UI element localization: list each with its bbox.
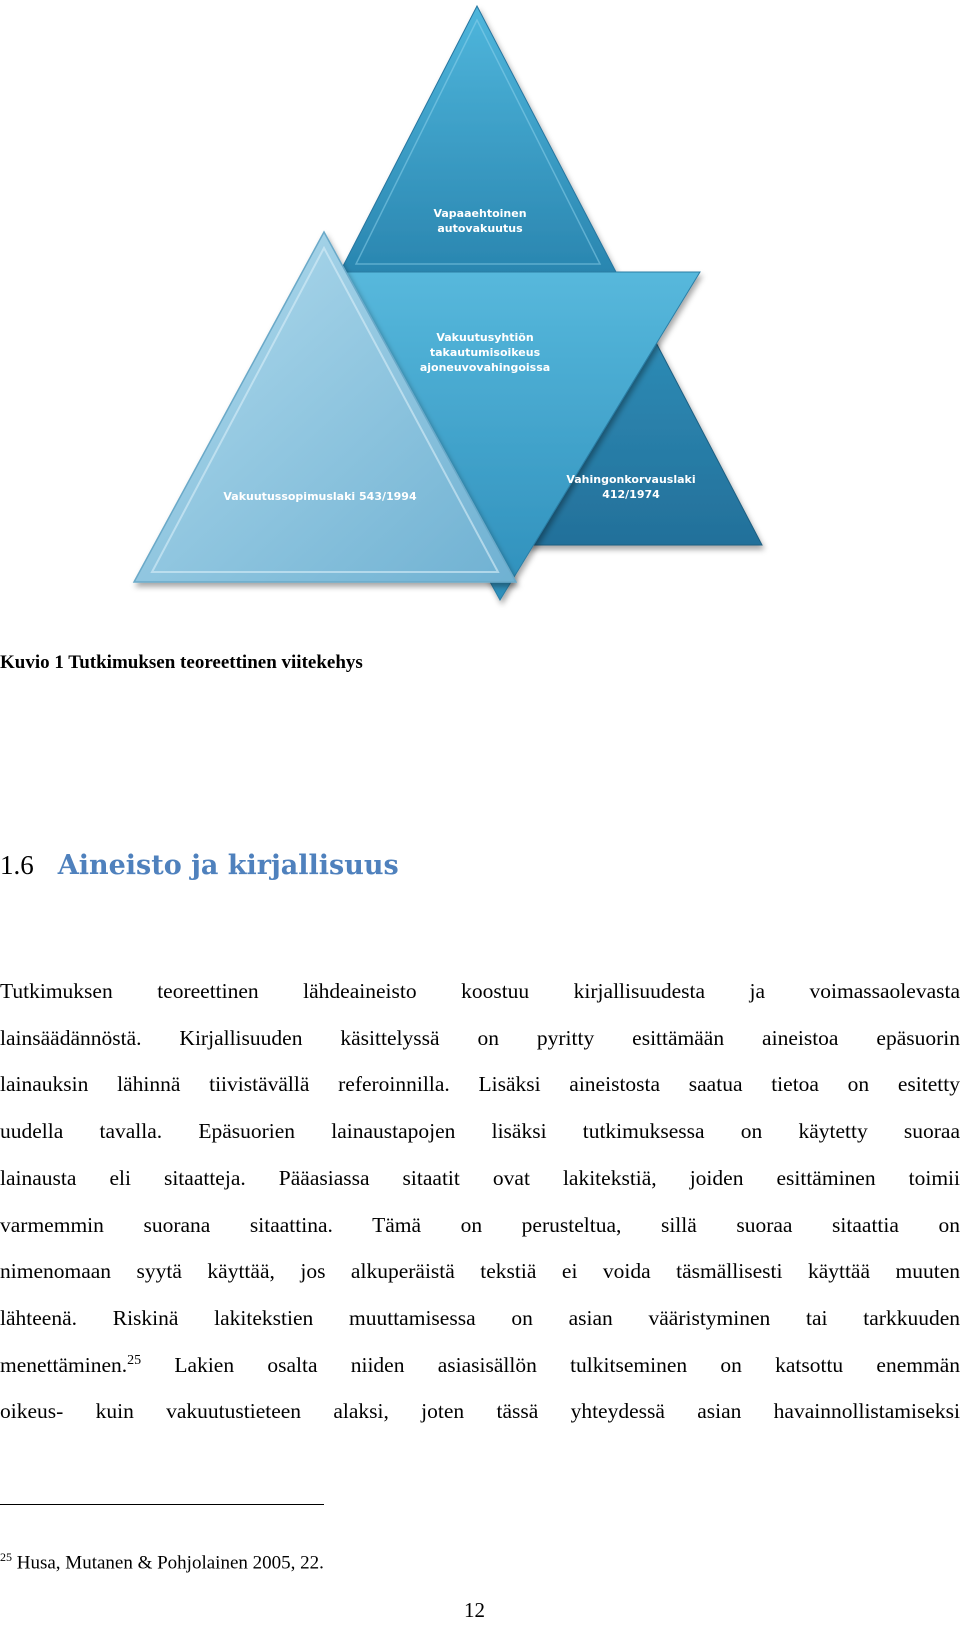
line9-after: Lakien osalta niiden asiasisällön tulkitseminen on katsottu enemmän: [141, 1352, 960, 1377]
label-vahingonkorvauslaki: Vahingonkorvauslaki 412/1974: [566, 473, 696, 501]
line9-before: menettäminen.: [0, 1352, 128, 1377]
footnote-marker: 25: [0, 1550, 12, 1564]
triangle-diagram: [0, 0, 960, 620]
footnote-reference[interactable]: 25: [127, 1352, 142, 1368]
label-vakuutussopimuslaki: Vakuutussopimuslaki 543/1994: [223, 490, 417, 503]
paragraph-line: nimenomaan syytä käyttää, jos alkuperäistä tekstiä ei voida täsmällisesti käyttää muuten: [0, 1259, 960, 1284]
paragraph-line: varmemmin suorana sitaattina. Tämä on perusteltua, sillä suoraa sitaattia on: [0, 1212, 960, 1237]
section-heading: [0, 848, 399, 883]
paragraph-line: lainausta eli sitaatteja. Pääasiassa sitaatit ovat lakitekstiä, joiden esittäminen toimii: [0, 1165, 960, 1190]
footnote-text: Husa, Mutanen & Pohjolainen 2005, 22.: [12, 1552, 324, 1574]
body-paragraph: [0, 968, 960, 1435]
label-vakuutusyhtion-takautumisoikeus: Vakuutusyhtiön takautumisoikeus ajoneuvovahingoissa: [419, 331, 551, 374]
paragraph-line: lainauksin lähinnä tiivistävällä referoinnilla. Lisäksi aineistosta saatua tietoa on esitetty: [0, 1072, 960, 1097]
footnote: [0, 1550, 324, 1574]
paragraph-line: oikeus- kuin vakuutustieteen alaksi, joten tässä yhteydessä asian havainnollistamiseksi: [0, 1399, 960, 1424]
label-vapaaehtoinen-autovakuutus: Vapaaehtoinen autovakuutus: [433, 207, 527, 235]
footnote-separator: [0, 1504, 324, 1505]
paragraph-line: lainsäädännöstä. Kirjallisuuden käsittelyssä on pyritty esittämään aineistoa epäsuorin: [0, 1025, 960, 1050]
paragraph-line: Tutkimuksen teoreettinen lähdeaineisto koostuu kirjallisuudesta ja voimassaolevasta: [0, 979, 960, 1003]
page-number: 12: [464, 1598, 485, 1622]
section-number: 1.6: [0, 850, 34, 880]
figure-caption: Kuvio 1 Tutkimuksen teoreettinen viitekehys: [0, 652, 363, 673]
section-title: Aineisto ja kirjallisuus: [57, 850, 399, 881]
paragraph-line-with-footnote: [0, 1342, 960, 1389]
theoretical-framework-figure: [0, 0, 960, 620]
paragraph-line: uudella tavalla. Epäsuorien lainaustapojen lisäksi tutkimuksessa on käytetty suoraa: [0, 1119, 960, 1144]
paragraph-line: lähteenä. Riskinä lakitekstien muuttamisessa on asian vääristyminen tai tarkkuuden: [0, 1305, 960, 1330]
